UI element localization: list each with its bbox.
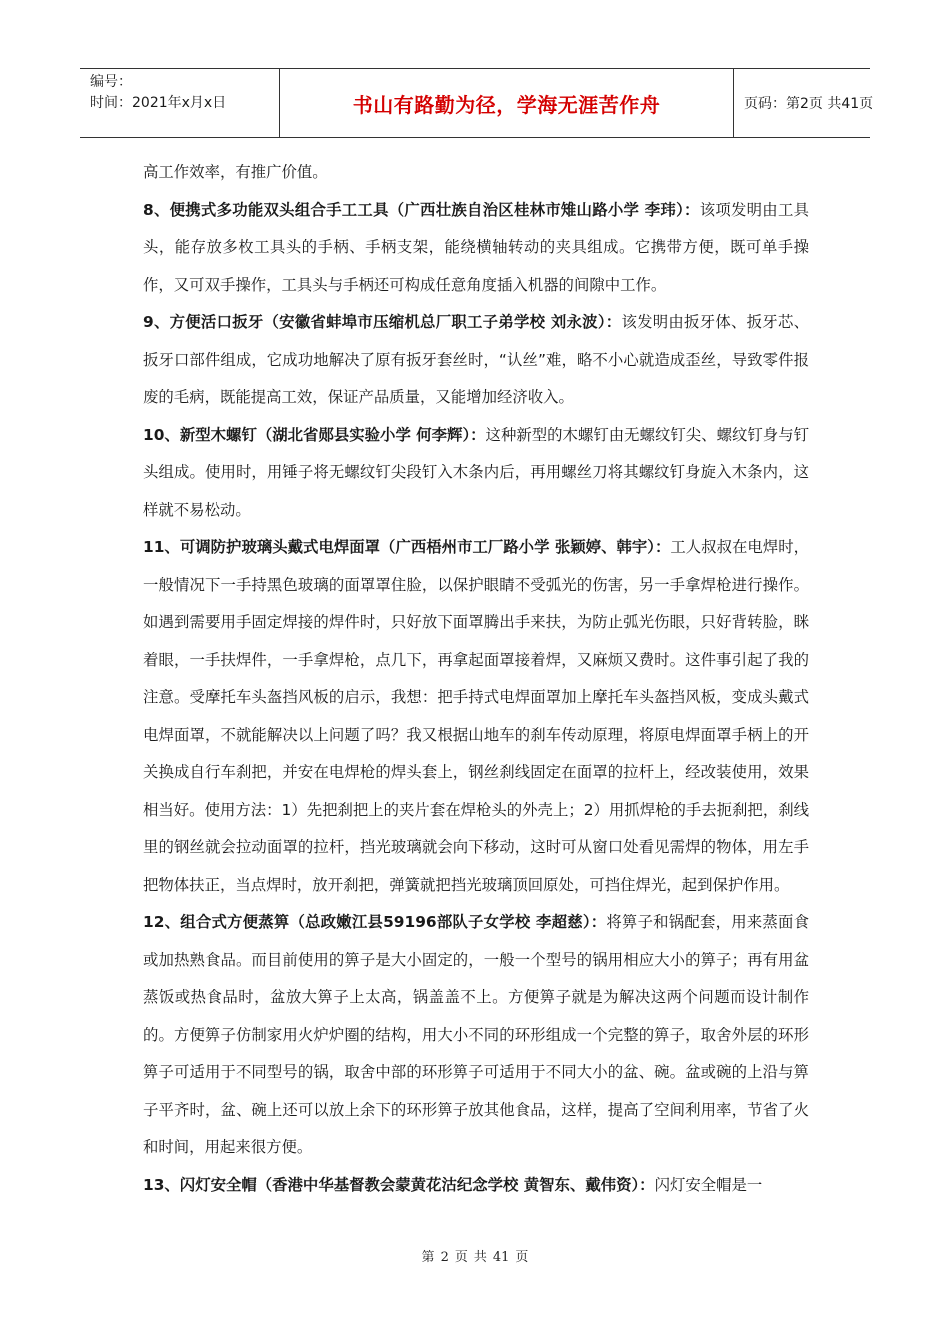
footer-text: 第 [421,1250,435,1265]
document-body [143,154,809,1204]
paragraph [143,417,809,530]
paragraph [143,529,809,904]
header-motto: 书山有路勤为径，学海无涯苦作舟 [280,69,734,137]
paragraph-title: 9、方便活口扳牙（安徽省蚌埠市压缩机总厂职工子弟学校 刘永波）： [143,313,622,331]
paragraph-text: 该项发明由工具头，能存放多枚工具头的手柄、手柄支架，能绕横轴转动的夹具组成。它携带方便，既可单手操作，又可双手操作，工具头与手柄还可构成任意角度插入机器的间隙中工作。 [143,200,809,294]
paragraph-text: 该发明由扳牙体、扳牙芯、扳牙口部件组成，它成功地解决了原有扳牙套丝时，“认丝”难，略不小心就造成歪丝，导致零件报废的毛病，既能提高工效，保证产品质量，又能增加经济收入。 [143,313,809,406]
footer-text: 共 [473,1250,487,1265]
paragraph-title: 8、便携式多功能双头组合手工工具（广西壮族自治区桂林市雉山路小学 李玮）： [143,200,700,219]
header-meta-cell [80,69,280,137]
paragraph-title: 10、新型木螺钉（湖北省郧县实验小学 何李辉）： [143,425,486,444]
document-time-label: 时间：2021年x月x日 [90,95,227,111]
paragraph-text: 这种新型的木螺钉由无螺纹钉尖、螺纹钉身与钉头组成。使用时，用锤子将无螺纹钉尖段钉入木条内后，再用螺丝刀将其螺纹钉身旋入木条内，这样就不易松动。 [143,425,809,519]
paragraph [143,904,809,1167]
paragraph-title: 11、可调防护玻璃头戴式电焊面罩（广西梧州市工厂路小学 张颖婷、韩宇）： [143,538,671,556]
page-header [80,68,874,138]
paragraph [143,1167,809,1205]
paragraph-title: 13、闪灯安全帽（香港中华基督教会蒙黄花沽纪念学校 黄智东、戴伟资）： [143,1175,655,1194]
paragraph-text: 闪灯安全帽是一 [654,1175,763,1194]
paragraph [143,154,809,192]
paragraph-text: 工人叔叔在电焊时，一般情况下一手持黑色玻璃的面罩罩住脸，以保护眼睛不受弧光的伤害，另一手拿焊枪进行操作。如遇到需要用手固定焊接的焊件时，只好放下面罩腾出手来扶，为防止弧光伤眼，只好背转脸，眯着眼，一手扶焊件，一手拿焊枪，点几下，再拿起面罩接着焊，又麻烦又费时。这件事引起了我的注意。受摩托车头盔挡风板的启示，我想：把手持式电焊面罩加上摩托车头盔挡风板，变成头戴式电焊面罩，不就能解决以上问题了吗？我又根据山地车的刹车传动原理，将原电焊面罩手柄上的开关换成自行车刹把，并安在电焊枪的焊头套上，钢丝刹线固定在面罩的拉杆上，经改装使用，效果相当好。使用方法：1）先把刹把上的夹片套在焊枪头的外壳上；2）用抓焊枪的手去扼刹把，刹线里的钢丝就会拉动面罩的拉杆，挡光玻璃就会向下移动，这时可从窗口处看见需焊的物体，用左手把物体扶正，当点焊时，放开刹把，弹簧就把挡光玻璃顶回原处，可挡住焊光，起到保护作用。 [143,538,809,894]
footer-text: 页 [515,1250,529,1265]
footer-total-pages: 41 [492,1250,510,1265]
paragraph-text: 将箅子和锅配套，用来蒸面食或加热熟食品。而目前使用的箅子是大小固定的，一般一个型号的锅用相应大小的箅子；再有用盆蒸饭或热食品时，盆放大箅子上太高，锅盖盖不上。方便箅子就是为解决这两个问题而设计制作的。方便箅子仿制家用火炉炉圈的结构，用大小不同的环形组成一个完整的箅子，取舍外层的环形箅子可适用于不同型号的锅，取舍中部的环形箅子可适用于不同大小的盆、碗。盆或碗的上沿与箅子平齐时，盆、碗上还可以放上余下的环形箅子放其他食品，这样，提高了空间利用率，节省了火和时间，用起来很方便。 [143,913,809,1156]
document-number-label: 编号： [90,74,132,90]
paragraph [143,192,809,305]
paragraph [143,304,809,417]
footer-text: 页 [454,1250,468,1265]
paragraph-title: 12、组合式方便蒸箅（总政嫩江县59196部队子女学校 李超慈）： [143,913,607,931]
page-footer [0,1246,950,1265]
footer-page-number: 2 [440,1250,449,1265]
header-page-info: 页码：第2页 共41页 [744,96,874,112]
paragraph-text: 高工作效率，有推广价值。 [143,163,328,181]
